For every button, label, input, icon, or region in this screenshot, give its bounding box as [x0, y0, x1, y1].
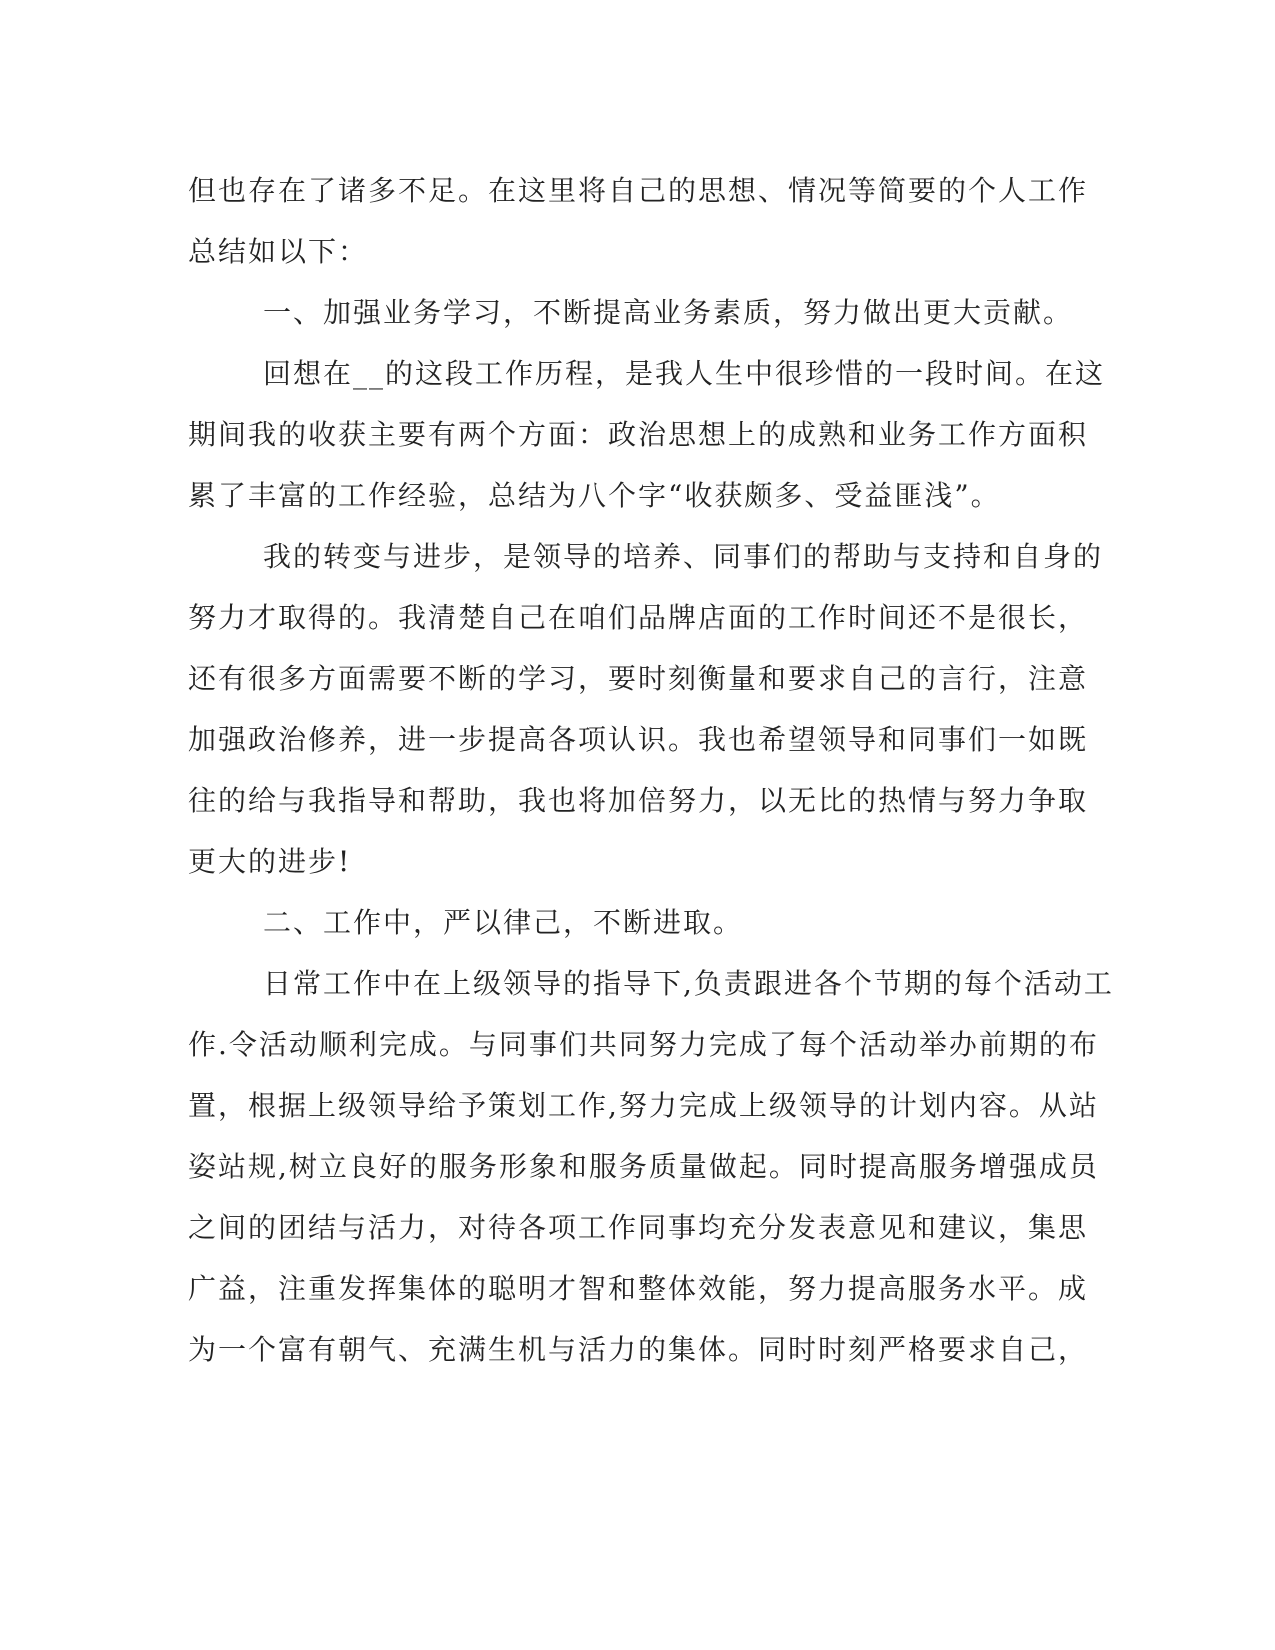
- text-line: 努力才取得的。我清楚自己在咱们品牌店面的工作时间还不是很长，: [188, 601, 1089, 634]
- text-line: 作.令活动顺利完成。与同事们共同努力完成了每个活动举办前期的布: [188, 1028, 1099, 1061]
- text-line: 更大的进步!: [188, 845, 352, 878]
- document-body: [188, 160, 1114, 1380]
- text-line: 为一个富有朝气、充满生机与活力的集体。同时时刻严格要求自己，: [188, 1333, 1089, 1366]
- text-line: 姿站规,树立良好的服务形象和服务质量做起。同时提高服务增强成员: [188, 1150, 1099, 1183]
- text-line: 加强政治修养，进一步提高各项认识。我也希望领导和同事们一如既: [188, 723, 1089, 756]
- text-line: 累了丰富的工作经验，总结为八个字“收获颇多、受益匪浅”。: [188, 479, 1001, 512]
- text-line: 往的给与我指导和帮助，我也将加倍努力，以无比的热情与努力争取: [188, 784, 1089, 817]
- text-line: 回想在__的这段工作历程，是我人生中很珍惜的一段时间。在这: [263, 357, 1106, 390]
- text-line: 置，根据上级领导给予策划工作,努力完成上级领导的计划内容。从站: [188, 1089, 1099, 1122]
- text-line: 总结如以下：: [188, 235, 369, 268]
- section-heading: 二、工作中，严以律己，不断进取。: [263, 906, 744, 939]
- text-line: 日常工作中在上级领导的指导下,负责跟进各个节期的每个活动工: [263, 967, 1114, 1000]
- text-line: 期间我的收获主要有两个方面：政治思想上的成熟和业务工作方面积: [188, 418, 1089, 451]
- text-line: 我的转变与进步，是领导的培养、同事们的帮助与支持和自身的: [263, 540, 1104, 573]
- section-heading: 一、加强业务学习，不断提高业务素质，努力做出更大贡献。: [263, 296, 1074, 329]
- text-line: 广益，注重发挥集体的聪明才智和整体效能，努力提高服务水平。成: [188, 1272, 1089, 1305]
- text-line: 还有很多方面需要不断的学习，要时刻衡量和要求自己的言行，注意: [188, 662, 1089, 695]
- text-line: 但也存在了诸多不足。在这里将自己的思想、情况等简要的个人工作: [188, 174, 1089, 207]
- text-line: 之间的团结与活力，对待各项工作同事均充分发表意见和建议，集思: [188, 1211, 1089, 1244]
